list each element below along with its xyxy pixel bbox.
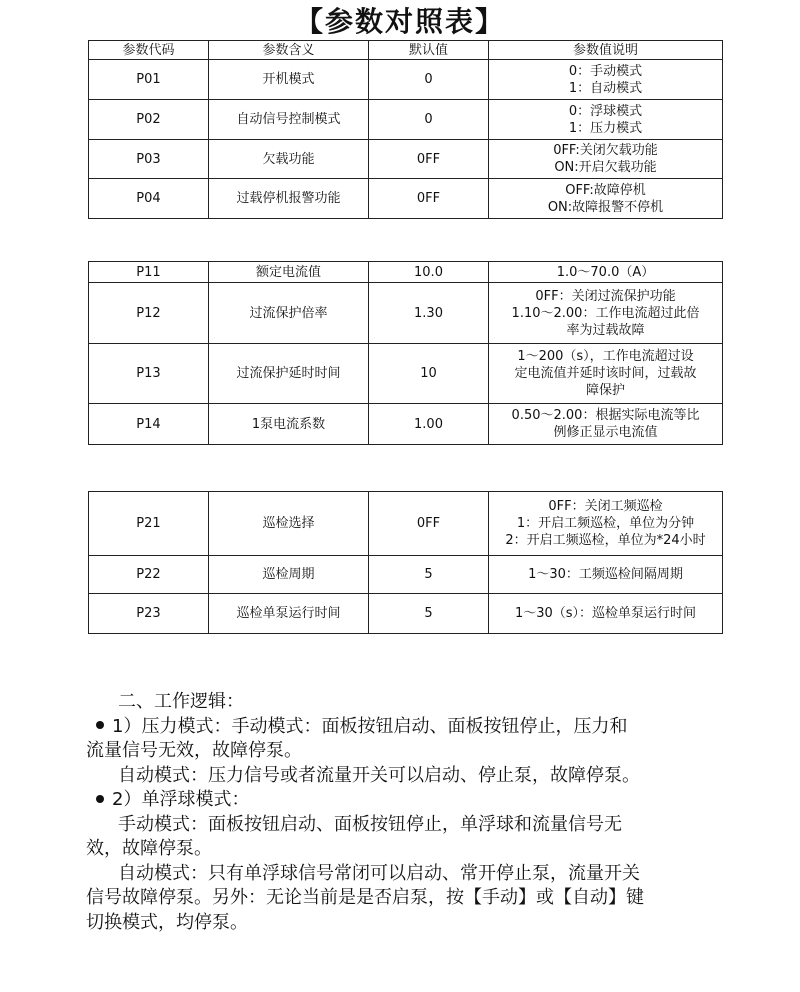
param-desc: 1～30（s）：巡检单泵运行时间 <box>489 594 723 634</box>
logic-text: 效，故障停泵。 <box>86 838 212 859</box>
param-name: 过流保护延时时间 <box>209 344 369 404</box>
param-name: 额定电流值 <box>209 262 369 283</box>
param-name: 巡检周期 <box>209 556 369 594</box>
header-default: 默认值 <box>369 41 489 60</box>
param-default: 5 <box>369 556 489 594</box>
param-desc: 1～30：工频巡检间隔周期 <box>489 556 723 594</box>
param-name: 巡检单泵运行时间 <box>209 594 369 634</box>
param-default: 0FF <box>369 179 489 219</box>
param-default: 5 <box>369 594 489 634</box>
param-default: 10 <box>369 344 489 404</box>
param-default: 0 <box>369 60 489 100</box>
param-code: P22 <box>89 556 209 594</box>
param-name: 过载停机报警功能 <box>209 179 369 219</box>
table-row <box>89 179 723 219</box>
param-code: P03 <box>89 140 209 179</box>
param-desc: 1～200（s），工作电流超过设 定电流值并延时该时间，过载故 障保护 <box>489 344 723 404</box>
param-desc: OFF:故障停机 ON:故障报警不停机 <box>489 179 723 219</box>
param-desc: 0FF：关闭工频巡检 1：开启工频巡检，单位为分钟 2：开启工频巡检，单位为*24小时 <box>489 492 723 556</box>
param-default: 1.00 <box>369 404 489 445</box>
parameter-table-p0x <box>88 40 723 219</box>
param-code: P02 <box>89 100 209 140</box>
table-row <box>89 492 723 556</box>
param-name: 自动信号控制模式 <box>209 100 369 140</box>
param-code: P23 <box>89 594 209 634</box>
param-desc: 0FF:关闭欠载功能 ON:开启欠载功能 <box>489 140 723 179</box>
param-default: 0FF <box>369 492 489 556</box>
param-name: 开机模式 <box>209 60 369 100</box>
param-desc: 0：浮球模式 1：压力模式 <box>489 100 723 140</box>
table-row <box>89 283 723 344</box>
table-row <box>89 140 723 179</box>
logic-text: 自动模式：压力信号或者流量开关可以启动、停止泵，故障停泵。 <box>118 764 640 786</box>
param-name: 欠载功能 <box>209 140 369 179</box>
table-row <box>89 262 723 283</box>
param-default: 0FF <box>369 140 489 179</box>
param-code: P13 <box>89 344 209 404</box>
parameter-table-p1x <box>88 261 723 445</box>
header-desc: 参数值说明 <box>489 41 723 60</box>
logic-text: 信号故障停泵。另外：无论当前是是否启泵，按【手动】或【自动】键 <box>86 887 644 908</box>
logic-text: 自动模式：只有单浮球信号常闭可以启动、常开停止泵，流量开关 <box>118 862 640 884</box>
header-code: 参数代码 <box>89 41 209 60</box>
param-code: P14 <box>89 404 209 445</box>
param-default: 10.0 <box>369 262 489 283</box>
param-code: P12 <box>89 283 209 344</box>
param-code: P11 <box>89 262 209 283</box>
table-row <box>89 100 723 140</box>
page-title: 【参数对照表】 <box>294 5 505 38</box>
bullet-icon <box>96 795 104 803</box>
table-row <box>89 594 723 634</box>
table-row <box>89 60 723 100</box>
param-desc: 0.50～2.00：根据实际电流等比 例修正显示电流值 <box>489 404 723 445</box>
param-code: P21 <box>89 492 209 556</box>
logic-heading: 二、工作逻辑： <box>118 691 244 712</box>
param-desc: 0FF：关闭过流保护功能 1.10～2.00：工作电流超过此倍 率为过载故障 <box>489 283 723 344</box>
logic-text: 切换模式，均停泵。 <box>86 911 248 933</box>
logic-item-float <box>86 788 716 813</box>
table-row <box>89 404 723 445</box>
param-default: 0 <box>369 100 489 140</box>
table-header-row <box>89 41 723 60</box>
logic-text: 手动模式：面板按钮启动、面板按钮停止，单浮球和流量信号无 <box>118 813 622 835</box>
param-name: 过流保护倍率 <box>209 283 369 344</box>
param-desc: 1.0～70.0（A） <box>489 262 723 283</box>
work-logic-section <box>86 690 716 935</box>
header-name: 参数含义 <box>209 41 369 60</box>
logic-text: 流量信号无效，故障停泵。 <box>86 740 302 761</box>
logic-item-title: 1）压力模式： <box>112 715 232 737</box>
param-code: P04 <box>89 179 209 219</box>
logic-text: 手动模式：面板按钮启动、面板按钮停止，压力和 <box>231 715 628 737</box>
param-default: 1.30 <box>369 283 489 344</box>
table-row <box>89 556 723 594</box>
table-row <box>89 344 723 404</box>
param-name: 1泵电流系数 <box>209 404 369 445</box>
param-code: P01 <box>89 60 209 100</box>
logic-item-title: 2）单浮球模式： <box>112 789 250 810</box>
param-name: 巡检选择 <box>209 492 369 556</box>
param-desc: 0：手动模式 1：自动模式 <box>489 60 723 100</box>
bullet-icon <box>96 721 104 729</box>
logic-item-pressure <box>86 715 716 740</box>
parameter-table-p2x <box>88 491 723 634</box>
